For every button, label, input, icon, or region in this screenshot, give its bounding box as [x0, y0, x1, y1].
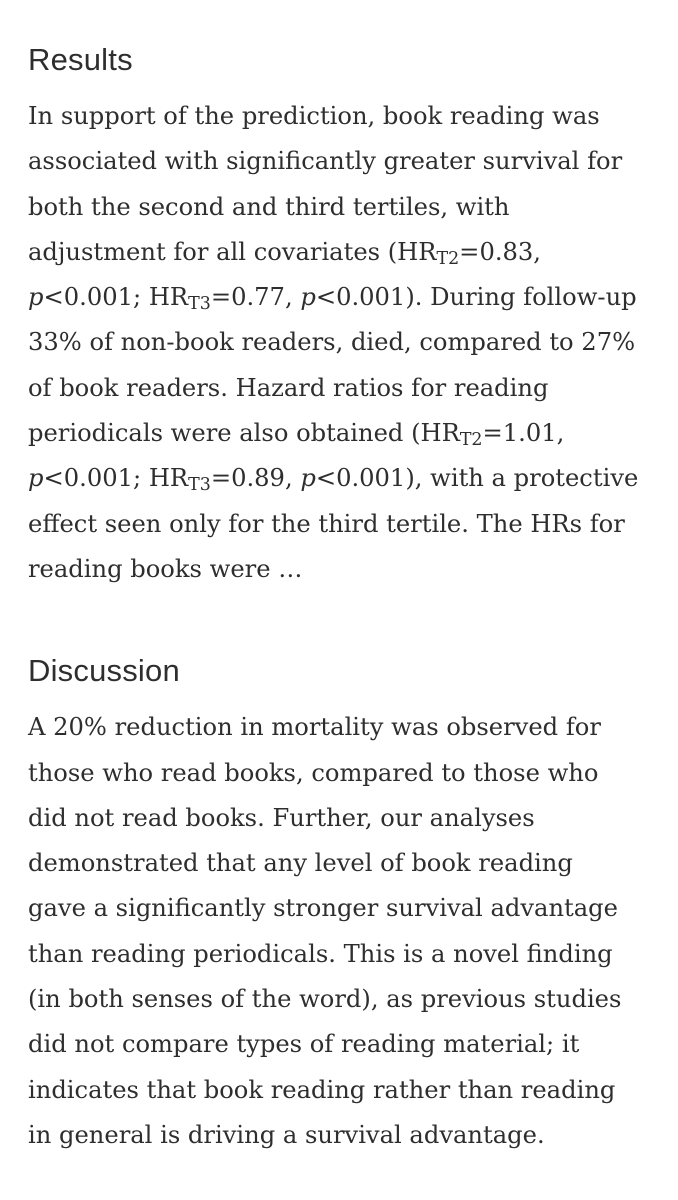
text-run: In support of the prediction, book reading was	[28, 102, 600, 130]
text-line	[28, 502, 658, 547]
text-line	[28, 751, 658, 796]
text-line	[28, 1068, 658, 1113]
text-run: associated with significantly greater survival for	[28, 147, 623, 176]
text-run: gave a significantly stronger survival advantage	[28, 894, 618, 923]
text-run: =0.89,	[210, 464, 301, 493]
text-run: reading books were …	[28, 554, 303, 583]
text-run: =1.01,	[482, 419, 565, 448]
text-line	[28, 547, 658, 592]
text-run: =0.83,	[459, 237, 541, 266]
text-run: 33% of non-book readers, died, compared to 27%	[28, 328, 636, 357]
text-run: <0.001; HR	[43, 464, 189, 493]
italic-text: p	[28, 464, 44, 493]
text-run: effect seen only for the third tertile. The HRs for	[28, 509, 625, 538]
text-line	[28, 932, 658, 977]
text-line	[28, 366, 658, 411]
text-line	[28, 139, 658, 184]
text-run: indicates that book reading rather than reading	[28, 1075, 616, 1104]
italic-text: p	[300, 283, 316, 312]
subscript-text: T2	[436, 248, 460, 269]
text-run: of book readers. Hazard ratios for reading	[28, 373, 549, 402]
text-run: A 20% reduction in mortality was observed for	[28, 713, 601, 742]
results-heading: Results	[28, 42, 133, 77]
italic-text: p	[300, 464, 316, 493]
text-run: than reading periodicals. This is a novel finding	[28, 939, 613, 968]
text-line	[28, 456, 658, 501]
text-run: adjustment for all covariates (HR	[28, 237, 437, 266]
text-run: those who read books, compared to those who	[28, 758, 599, 787]
text-run: did not read books. Further, our analyses	[28, 803, 535, 832]
text-run: (in both senses of the word), as previous studies	[28, 985, 622, 1014]
text-run: demonstrated that any level of book reading	[28, 849, 573, 878]
text-line	[28, 796, 658, 841]
text-line	[28, 185, 658, 230]
article-excerpt	[28, 38, 658, 1158]
text-line	[28, 1022, 658, 1067]
subscript-text: T2	[459, 429, 483, 450]
text-run: in general is driving a survival advantage.	[28, 1120, 545, 1149]
discussion-paragraph	[28, 705, 658, 1158]
text-run: =0.77,	[210, 283, 301, 312]
text-line	[28, 841, 658, 886]
text-run: <0.001; HR	[43, 283, 189, 312]
text-run: both the second and third tertiles, with	[28, 192, 510, 221]
text-line	[28, 886, 658, 931]
text-run: <0.001), with a protective	[315, 464, 639, 493]
text-run: did not compare types of reading material; it	[28, 1030, 580, 1059]
results-paragraph	[28, 94, 658, 592]
text-line	[28, 411, 658, 456]
text-run: periodicals were also obtained (HR	[28, 419, 460, 448]
text-line	[28, 94, 658, 139]
text-line	[28, 705, 658, 750]
text-line	[28, 1113, 658, 1158]
text-line	[28, 275, 658, 320]
subscript-text: T3	[188, 475, 211, 496]
italic-text: p	[28, 283, 44, 312]
text-line	[28, 977, 658, 1022]
text-line	[28, 320, 658, 365]
text-run: <0.001). During follow-up	[315, 283, 637, 312]
discussion-heading: Discussion	[28, 653, 180, 689]
subscript-text: T3	[188, 294, 211, 315]
text-line	[28, 230, 658, 275]
